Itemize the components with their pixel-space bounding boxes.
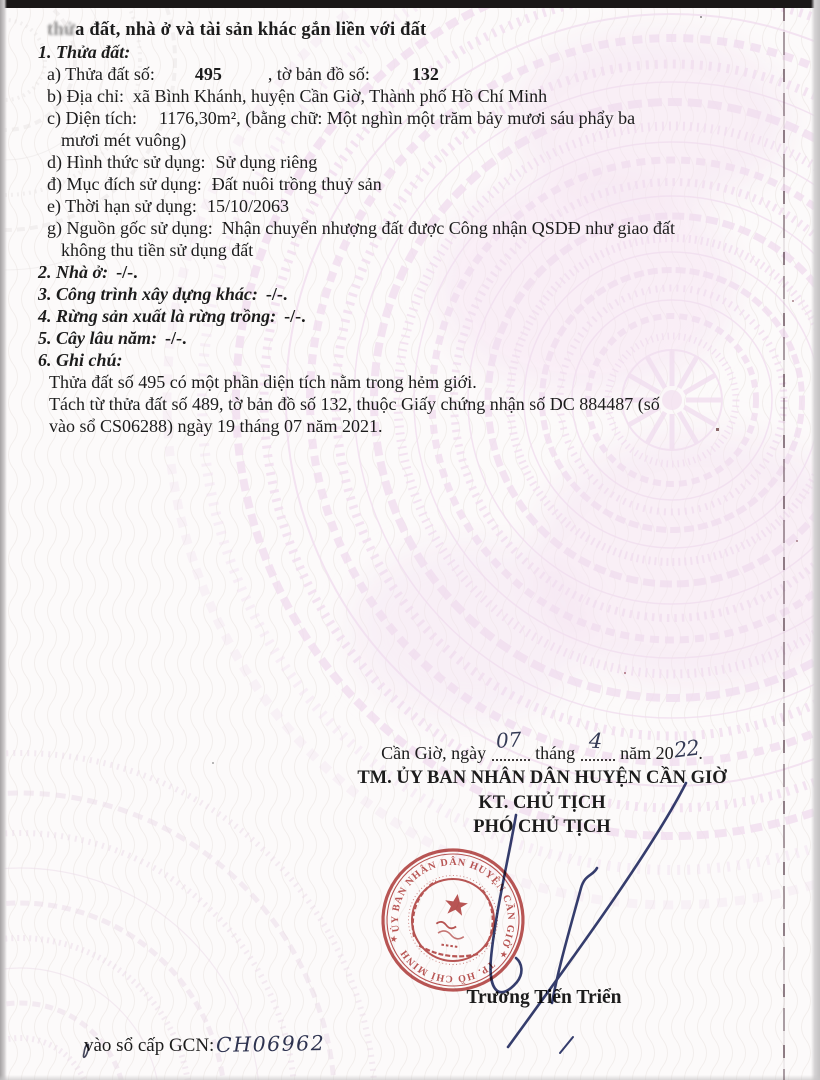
date-period: . — [698, 743, 703, 763]
field-area — [47, 107, 763, 129]
handwritten-day: 07 — [494, 727, 522, 753]
seal-national-emblem — [408, 879, 497, 961]
field-map-sheet-label: , tờ bản đồ số: — [267, 64, 370, 84]
field-area-label: c) Diện tích: — [47, 108, 137, 128]
field-map-sheet-value: 132 — [411, 64, 439, 84]
registry-footer — [84, 1032, 326, 1057]
thang-label: tháng — [535, 743, 576, 763]
note-line-1: Thửa đất số 495 có một phần diện tích nằm trong hẻm giới. — [49, 372, 477, 392]
field-parcel-number-label: a) Thửa đất số: — [47, 64, 155, 84]
field-parcel-number — [47, 63, 763, 85]
section-5-value: -/-. — [165, 328, 187, 348]
page-title-text: a đất, nhà ở và tài sản khác gắn liền với đất — [75, 20, 427, 40]
section-2-value: -/-. — [116, 262, 138, 282]
certificate-body — [38, 19, 763, 437]
field-area-value-line1: 1176,30m², (bằng chữ: Một nghìn một trăm bảy mươi sáu phẩy ba — [158, 108, 636, 128]
official-red-seal — [378, 845, 528, 995]
note-line-2: Tách từ thửa đất số 489, tờ bản đồ số 132, thuộc Giấy chứng nhận số DC 884487 (số — [49, 394, 660, 414]
seal-ring-bottom-text: TP. HỒ CHÍ MINH — [398, 947, 497, 985]
section-4-label: 4. Rừng sản xuất là rừng trồng: — [38, 306, 277, 326]
section-2-label: 2. Nhà ở: — [38, 262, 109, 282]
field-use-term — [47, 195, 763, 217]
field-use-origin-value-line2: không thu tiền sử dụng đất — [61, 240, 254, 260]
nam-label: năm 20 — [620, 743, 674, 763]
field-use-form-value: Sử dụng riêng — [215, 152, 318, 172]
seal-star-right: ★ — [499, 948, 509, 960]
note-line-3: vào sổ CS06288) ngày 19 tháng 07 năm 2021. — [49, 416, 383, 436]
field-area-value-line2: mươi mét vuông) — [61, 130, 187, 150]
signing-block — [356, 727, 728, 841]
registry-label: vào sổ cấp GCN: — [84, 1035, 215, 1056]
section-4-value: -/-. — [284, 306, 306, 326]
field-parcel-number-value: 495 — [194, 64, 222, 84]
seal-star-left: ★ — [389, 933, 399, 945]
section-1-title: 1. Thửa đất: — [38, 42, 131, 62]
seal-ring-top-text: ỦY BAN NHÂN DÂN HUYỆN CẦN GIỜ — [389, 857, 517, 950]
section-3-label: 3. Công trình xây dựng khác: — [38, 284, 258, 304]
registry-handwritten-number: CH06962 — [216, 1031, 326, 1057]
place-date-prefix: Cần Giờ, ngày — [381, 743, 487, 763]
seal-inner-ring — [407, 874, 500, 967]
field-use-origin — [47, 217, 763, 239]
field-use-term-label: e) Thời hạn sử dụng: — [47, 196, 197, 216]
field-use-term-value: 15/10/2063 — [206, 196, 289, 216]
field-use-form-label: d) Hình thức sử dụng: — [47, 152, 206, 172]
day-dotted-line — [492, 759, 530, 761]
field-use-purpose-value: Đất nuôi trồng thuỷ sản — [211, 174, 382, 194]
field-address — [47, 85, 763, 107]
handwritten-year: 22 — [672, 735, 700, 763]
month-dotted-line — [581, 759, 615, 761]
section-2-title — [38, 261, 763, 283]
month-slot — [580, 728, 616, 759]
field-use-form — [47, 151, 763, 173]
section-4-title — [38, 305, 763, 327]
section-6-title — [38, 349, 763, 371]
field-use-origin-label: g) Nguồn gốc sử dụng: — [47, 218, 213, 238]
section-6-label: 6. Ghi chú: — [38, 350, 123, 370]
seal-star-center — [443, 892, 468, 916]
page-title — [47, 19, 763, 41]
field-use-origin-value-line1: Nhận chuyển nhượng đất được Công nhận QSDĐ như giao đất — [221, 218, 675, 238]
field-address-value: xã Bình Khánh, huyện Cần Giờ, Thành phố Hồ Chí Minh — [132, 86, 548, 106]
pho-chu-tich-line: PHÓ CHỦ TỊCH — [473, 817, 611, 837]
section-3-value: -/-. — [265, 284, 288, 304]
authority-line: TM. ỦY BAN NHÂN DÂN HUYỆN CẦN GIỜ — [357, 768, 727, 788]
section-3-title — [38, 283, 763, 305]
kt-chu-tich-line: KT. CHỦ TỊCH — [478, 793, 606, 813]
day-slot — [491, 727, 531, 759]
field-use-purpose — [47, 173, 763, 195]
page-title-faded-prefix: thử — [47, 20, 76, 40]
field-use-purpose-label: đ) Mục đích sử dụng: — [47, 174, 202, 194]
section-5-title — [38, 327, 763, 349]
handwritten-month: 4 — [588, 728, 603, 754]
section-5-label: 5. Cây lâu năm: — [38, 328, 158, 348]
signer-name: Trương Tiến Triển — [466, 987, 622, 1008]
field-address-label: b) Địa chỉ: — [47, 86, 124, 106]
place-date-line — [356, 727, 728, 764]
